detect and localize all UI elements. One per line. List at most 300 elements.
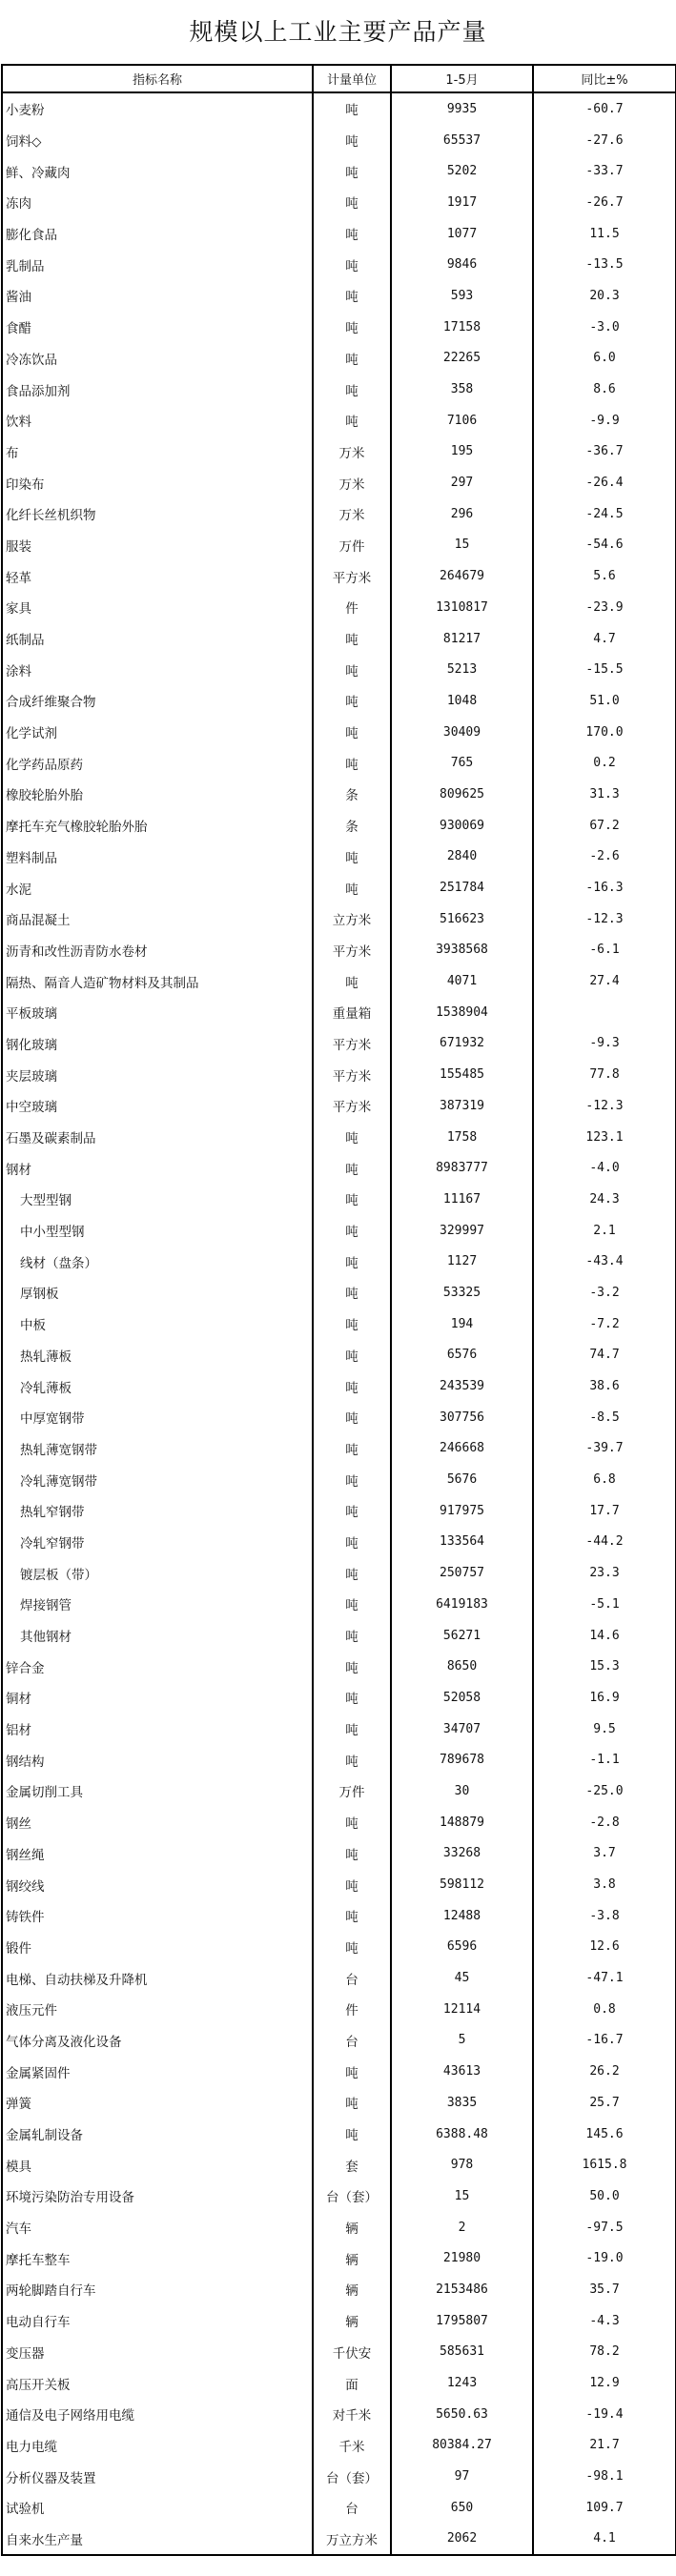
value-cell: 194 (391, 1308, 533, 1340)
table-row (2, 1464, 676, 1495)
indicator-name-cell: 食醋 (2, 312, 313, 343)
yoy-cell: -9.3 (589, 1036, 620, 1051)
unit-cell: 万米 (313, 436, 391, 468)
indicator-name-cell: 其他钢材 (2, 1620, 313, 1652)
table-row (2, 249, 676, 280)
yoy-cell: -7.2 (589, 1316, 620, 1331)
yoy-cell: -26.7 (585, 194, 624, 210)
yoy-cell: -36.7 (585, 444, 624, 459)
table-row (2, 1994, 676, 2025)
yoy-cell: -2.8 (589, 1815, 620, 1830)
unit-cell: 吨 (313, 1277, 391, 1308)
indicator-name-cell: 镀层板（带） (2, 1557, 313, 1589)
value-cell: 296 (391, 498, 533, 530)
table-row (2, 810, 676, 842)
value-cell: 917975 (391, 1495, 533, 1527)
value-cell: 5202 (391, 155, 533, 187)
value-cell: 53325 (391, 1277, 533, 1308)
table-row (2, 2399, 676, 2430)
yoy-cell: 17.7 (589, 1503, 620, 1518)
unit-cell: 吨 (313, 218, 391, 250)
table-row (2, 1152, 676, 1184)
unit-cell: 千米 (313, 2430, 391, 2462)
value-cell: 650 (391, 2492, 533, 2524)
value-cell: 97 (391, 2461, 533, 2492)
indicator-name-cell: 气体分离及液化设备 (2, 2025, 313, 2057)
indicator-name-cell: 热轧薄宽钢带 (2, 1433, 313, 1465)
table-row (2, 623, 676, 655)
yoy-cell: -24.5 (585, 506, 624, 521)
indicator-name-cell: 水泥 (2, 872, 313, 903)
indicator-name-cell: 厚钢板 (2, 1277, 313, 1308)
value-cell: 3835 (391, 2087, 533, 2119)
indicator-name-cell: 分析仪器及装置 (2, 2461, 313, 2492)
yoy-cell: 38.6 (589, 1379, 620, 1394)
unit-cell: 台（套） (313, 2461, 391, 2492)
value-cell: 2062 (391, 2524, 533, 2556)
value-cell: 1127 (391, 1246, 533, 1277)
value-cell: 585631 (391, 2337, 533, 2368)
indicator-name-cell: 膨化食品 (2, 218, 313, 250)
unit-cell: 套 (313, 2149, 391, 2180)
yoy-cell: -16.7 (585, 2033, 624, 2048)
table-row (2, 92, 676, 125)
unit-cell: 重量箱 (313, 997, 391, 1028)
value-cell: 33268 (391, 1838, 533, 1870)
unit-cell: 吨 (313, 1402, 391, 1433)
value-cell: 11167 (391, 1184, 533, 1215)
indicator-name-cell: 鲜、冷藏肉 (2, 155, 313, 187)
indicator-name-cell: 钢化玻璃 (2, 1028, 313, 1060)
indicator-name-cell: 自来水生产量 (2, 2524, 313, 2556)
table-row (2, 1838, 676, 1870)
yoy-cell: 0.8 (593, 2001, 616, 2017)
table-row (2, 1215, 676, 1247)
value-cell: 30 (391, 1775, 533, 1807)
indicator-name-cell: 大型型钢 (2, 1184, 313, 1215)
yoy-cell: -23.9 (585, 599, 624, 615)
indicator-name-cell: 夹层玻璃 (2, 1059, 313, 1090)
yoy-cell: 3.7 (593, 1846, 616, 1861)
table-row (2, 2212, 676, 2243)
indicator-name-cell: 铝材 (2, 1714, 313, 1745)
yoy-cell: 21.7 (589, 2438, 620, 2453)
table-row (2, 2492, 676, 2524)
unit-cell: 吨 (313, 1620, 391, 1652)
yoy-cell: 123.1 (585, 1129, 624, 1145)
yoy-cell: -19.4 (585, 2406, 624, 2422)
yoy-cell: -8.5 (589, 1410, 620, 1425)
table-row (2, 1246, 676, 1277)
table-row (2, 2180, 676, 2212)
value-cell: 81217 (391, 623, 533, 655)
yoy-cell: 27.4 (589, 974, 620, 989)
yoy-cell: -98.1 (585, 2469, 624, 2485)
value-cell: 598112 (391, 1869, 533, 1900)
value-cell: 297 (391, 467, 533, 498)
table-row (2, 747, 676, 779)
table-row (2, 2274, 676, 2305)
table-row (2, 1620, 676, 1652)
table-row (2, 1433, 676, 1465)
table-row (2, 872, 676, 903)
unit-cell: 吨 (313, 1557, 391, 1589)
unit-cell: 吨 (313, 2087, 391, 2119)
indicator-name-cell: 冷轧薄板 (2, 1370, 313, 1402)
indicator-name-cell: 服装 (2, 530, 313, 561)
table-row (2, 1775, 676, 1807)
unit-cell: 吨 (313, 343, 391, 375)
yoy-cell (533, 997, 676, 1028)
value-cell: 8650 (391, 1651, 533, 1682)
yoy-cell: 6.0 (593, 351, 616, 366)
table-row (2, 997, 676, 1028)
indicator-name-cell: 涂料 (2, 654, 313, 685)
unit-cell: 吨 (313, 1340, 391, 1371)
unit-cell: 万米 (313, 467, 391, 498)
table-row (2, 2305, 676, 2337)
indicator-name-cell: 锌合金 (2, 1651, 313, 1682)
yoy-cell: 14.6 (589, 1628, 620, 1643)
indicator-name-cell: 钢结构 (2, 1744, 313, 1775)
value-cell: 80384.27 (391, 2430, 533, 2462)
table-row (2, 1714, 676, 1745)
yoy-cell: 4.7 (593, 631, 616, 646)
yoy-cell: -3.8 (589, 1908, 620, 1923)
indicator-name-cell: 饮料 (2, 405, 313, 436)
table-row (2, 1184, 676, 1215)
yoy-cell: -25.0 (585, 1783, 624, 1798)
unit-cell: 吨 (313, 187, 391, 218)
yoy-cell: 31.3 (589, 786, 620, 801)
value-cell: 5676 (391, 1464, 533, 1495)
yoy-cell: 24.3 (589, 1191, 620, 1207)
yoy-cell: 16.9 (589, 1690, 620, 1705)
indicator-name-cell: 铜材 (2, 1682, 313, 1714)
indicator-name-cell: 化学药品原药 (2, 747, 313, 779)
value-cell: 17158 (391, 312, 533, 343)
value-cell: 12488 (391, 1900, 533, 1932)
header-unit: 计量单位 (313, 65, 391, 92)
value-cell: 148879 (391, 1807, 533, 1838)
value-cell: 15 (391, 2180, 533, 2212)
table-row (2, 1807, 676, 1838)
indicator-name-cell: 金属切削工具 (2, 1775, 313, 1807)
unit-cell: 吨 (313, 747, 391, 779)
unit-cell: 吨 (313, 125, 391, 156)
yoy-cell: -27.6 (585, 132, 624, 148)
unit-cell: 吨 (313, 1869, 391, 1900)
table-row (2, 1495, 676, 1527)
unit-cell: 辆 (313, 2212, 391, 2243)
indicator-name-cell: 合成纤维聚合物 (2, 685, 313, 717)
indicator-name-cell: 沥青和改性沥青防水卷材 (2, 935, 313, 966)
value-cell: 765 (391, 747, 533, 779)
table-row (2, 903, 676, 935)
value-cell: 1243 (391, 2367, 533, 2399)
table-row (2, 2461, 676, 2492)
yoy-cell: 2.1 (593, 1223, 616, 1238)
value-cell: 155485 (391, 1059, 533, 1090)
unit-cell: 条 (313, 810, 391, 842)
value-cell: 671932 (391, 1028, 533, 1060)
unit-cell: 吨 (313, 1838, 391, 1870)
unit-cell: 吨 (313, 1589, 391, 1620)
table-row (2, 1651, 676, 1682)
unit-cell: 吨 (313, 249, 391, 280)
value-cell: 43613 (391, 2056, 533, 2087)
value-cell: 2 (391, 2212, 533, 2243)
indicator-name-cell: 小麦粉 (2, 92, 313, 125)
unit-cell: 吨 (313, 1122, 391, 1153)
yoy-cell: -1.1 (589, 1753, 620, 1768)
value-cell: 8983777 (391, 1152, 533, 1184)
indicator-name-cell: 热轧窄钢带 (2, 1495, 313, 1527)
yoy-cell: -4.0 (589, 1161, 620, 1176)
unit-cell: 吨 (313, 1900, 391, 1932)
unit-cell: 吨 (313, 1464, 391, 1495)
value-cell: 1917 (391, 187, 533, 218)
unit-cell: 条 (313, 779, 391, 810)
indicator-name-cell: 模具 (2, 2149, 313, 2180)
indicator-name-cell: 摩托车整车 (2, 2242, 313, 2274)
table-row (2, 592, 676, 623)
indicator-name-cell: 家具 (2, 592, 313, 623)
indicator-name-cell: 液压元件 (2, 1994, 313, 2025)
indicator-name-cell: 化学试剂 (2, 717, 313, 748)
table-row (2, 842, 676, 873)
yoy-cell: 170.0 (585, 724, 624, 740)
unit-cell: 吨 (313, 842, 391, 873)
value-cell: 516623 (391, 903, 533, 935)
unit-cell: 吨 (313, 1152, 391, 1184)
indicator-name-cell: 冻肉 (2, 187, 313, 218)
table-row (2, 2149, 676, 2180)
indicator-name-cell: 中板 (2, 1308, 313, 1340)
indicator-name-cell: 纸制品 (2, 623, 313, 655)
yoy-cell: 51.0 (589, 693, 620, 708)
yoy-cell: -5.1 (589, 1596, 620, 1612)
value-cell: 809625 (391, 779, 533, 810)
value-cell: 1538904 (391, 997, 533, 1028)
yoy-cell: -43.4 (585, 1254, 624, 1269)
table-row (2, 312, 676, 343)
table-row (2, 654, 676, 685)
header-row (2, 65, 676, 92)
unit-cell: 吨 (313, 1682, 391, 1714)
unit-cell: 吨 (313, 1495, 391, 1527)
table-row (2, 1682, 676, 1714)
indicator-name-cell: 通信及电子网络用电缆 (2, 2399, 313, 2430)
table-row (2, 374, 676, 405)
yoy-cell: 0.2 (593, 756, 616, 771)
value-cell: 6576 (391, 1340, 533, 1371)
yoy-cell: -3.0 (589, 319, 620, 335)
indicator-name-cell: 两轮脚踏自行车 (2, 2274, 313, 2305)
indicator-name-cell: 商品混凝土 (2, 903, 313, 935)
value-cell: 195 (391, 436, 533, 468)
yoy-cell: -97.5 (585, 2220, 624, 2235)
value-cell: 9935 (391, 92, 533, 125)
table-row (2, 1277, 676, 1308)
unit-cell: 吨 (313, 965, 391, 997)
table-row (2, 1340, 676, 1371)
yoy-cell: -47.1 (585, 1971, 624, 1986)
indicator-name-cell: 焊接钢管 (2, 1589, 313, 1620)
yoy-cell: 9.5 (593, 1721, 616, 1736)
yoy-cell: 12.6 (589, 1939, 620, 1955)
table-row (2, 779, 676, 810)
value-cell: 6596 (391, 1932, 533, 1963)
indicator-name-cell: 冷轧薄宽钢带 (2, 1464, 313, 1495)
value-cell: 358 (391, 374, 533, 405)
indicator-name-cell: 电动自行车 (2, 2305, 313, 2337)
indicator-name-cell: 酱油 (2, 280, 313, 312)
yoy-cell: 74.7 (589, 1348, 620, 1363)
table-header (2, 65, 676, 92)
yoy-cell: 12.9 (589, 2376, 620, 2391)
yoy-cell: 15.3 (589, 1659, 620, 1674)
yoy-cell: 77.8 (589, 1067, 620, 1083)
unit-cell: 吨 (313, 92, 391, 125)
table-row (2, 1932, 676, 1963)
unit-cell: 吨 (313, 2056, 391, 2087)
indicator-name-cell: 试验机 (2, 2492, 313, 2524)
unit-cell: 吨 (313, 405, 391, 436)
indicator-name-cell: 锻件 (2, 1932, 313, 1963)
table-row (2, 2119, 676, 2150)
indicator-name-cell: 汽车 (2, 2212, 313, 2243)
header-yoy: 同比±% (533, 65, 676, 92)
table-row (2, 467, 676, 498)
unit-cell: 吨 (313, 685, 391, 717)
unit-cell: 吨 (313, 1744, 391, 1775)
table-row (2, 935, 676, 966)
value-cell: 2153486 (391, 2274, 533, 2305)
unit-cell: 平方米 (313, 1028, 391, 1060)
table-row (2, 685, 676, 717)
value-cell: 593 (391, 280, 533, 312)
indicator-name-cell: 中厚宽钢带 (2, 1402, 313, 1433)
indicator-name-cell: 弹簧 (2, 2087, 313, 2119)
value-cell: 9846 (391, 249, 533, 280)
indicator-name-cell: 化纤长丝机织物 (2, 498, 313, 530)
indicator-name-cell: 平板玻璃 (2, 997, 313, 1028)
yoy-cell: 35.7 (589, 2282, 620, 2297)
unit-cell: 万立方米 (313, 2524, 391, 2556)
unit-cell: 吨 (313, 1370, 391, 1402)
indicator-name-cell: 电力电缆 (2, 2430, 313, 2462)
indicator-name-cell: 中空玻璃 (2, 1090, 313, 1122)
indicator-name-cell: 摩托车充气橡胶轮胎外胎 (2, 810, 313, 842)
unit-cell: 吨 (313, 1527, 391, 1558)
unit-cell: 台 (313, 1962, 391, 1994)
value-cell: 30409 (391, 717, 533, 748)
unit-cell: 件 (313, 1994, 391, 2025)
value-cell: 5213 (391, 654, 533, 685)
unit-cell: 吨 (313, 1932, 391, 1963)
indicator-name-cell: 钢丝 (2, 1807, 313, 1838)
unit-cell: 千伏安 (313, 2337, 391, 2368)
header-value: 1-5月 (391, 65, 533, 92)
value-cell: 56271 (391, 1620, 533, 1652)
table-row (2, 560, 676, 592)
indicator-name-cell: 隔热、隔音人造矿物材料及其制品 (2, 965, 313, 997)
table-row (2, 1090, 676, 1122)
value-cell: 387319 (391, 1090, 533, 1122)
table-row (2, 1869, 676, 1900)
value-cell: 978 (391, 2149, 533, 2180)
unit-cell: 万件 (313, 530, 391, 561)
unit-cell: 平方米 (313, 1090, 391, 1122)
value-cell: 243539 (391, 1370, 533, 1402)
unit-cell: 对千米 (313, 2399, 391, 2430)
value-cell: 307756 (391, 1402, 533, 1433)
value-cell: 65537 (391, 125, 533, 156)
indicator-name-cell: 钢材 (2, 1152, 313, 1184)
yoy-cell: 25.7 (589, 2095, 620, 2110)
yoy-cell: -9.9 (589, 413, 620, 428)
table-row (2, 1744, 676, 1775)
table-row (2, 717, 676, 748)
table-body (2, 92, 676, 2555)
value-cell: 5650.63 (391, 2399, 533, 2430)
unit-cell: 平方米 (313, 1059, 391, 1090)
page-title: 规模以上工业主要产品产量 (189, 18, 487, 46)
table-row (2, 965, 676, 997)
unit-cell: 吨 (313, 2119, 391, 2150)
header-indicator-name: 指标名称 (2, 65, 313, 92)
indicator-name-cell: 轻革 (2, 560, 313, 592)
table-row (2, 1900, 676, 1932)
value-cell: 246668 (391, 1433, 533, 1465)
indicator-name-cell: 热轧薄板 (2, 1340, 313, 1371)
value-cell: 789678 (391, 1744, 533, 1775)
table-row (2, 2056, 676, 2087)
yoy-cell: -12.3 (585, 911, 624, 926)
unit-cell: 吨 (313, 654, 391, 685)
value-cell: 133564 (391, 1527, 533, 1558)
yoy-cell: -44.2 (585, 1534, 624, 1550)
yoy-cell: -16.3 (585, 881, 624, 896)
unit-cell: 万米 (313, 498, 391, 530)
indicator-name-cell: 电梯、自动扶梯及升降机 (2, 1962, 313, 1994)
yoy-cell: -6.1 (589, 943, 620, 958)
yoy-cell: -12.3 (585, 1098, 624, 1113)
unit-cell: 万件 (313, 1775, 391, 1807)
table-row (2, 218, 676, 250)
table-row (2, 2367, 676, 2399)
yoy-cell: -3.2 (589, 1285, 620, 1300)
indicator-name-cell: 高压开关板 (2, 2367, 313, 2399)
indicator-name-cell: 食品添加剂 (2, 374, 313, 405)
table-row (2, 2524, 676, 2556)
value-cell: 1048 (391, 685, 533, 717)
unit-cell: 吨 (313, 1184, 391, 1215)
indicator-name-cell: 线材（盘条） (2, 1246, 313, 1277)
table-row (2, 436, 676, 468)
table-row (2, 1589, 676, 1620)
unit-cell: 吨 (313, 717, 391, 748)
value-cell: 930069 (391, 810, 533, 842)
value-cell: 5 (391, 2025, 533, 2057)
yoy-cell: 4.1 (593, 2531, 616, 2546)
value-cell: 12114 (391, 1994, 533, 2025)
yoy-cell: 3.8 (593, 1877, 616, 1893)
yoy-cell: 50.0 (589, 2188, 620, 2203)
value-cell: 1310817 (391, 592, 533, 623)
unit-cell: 辆 (313, 2305, 391, 2337)
